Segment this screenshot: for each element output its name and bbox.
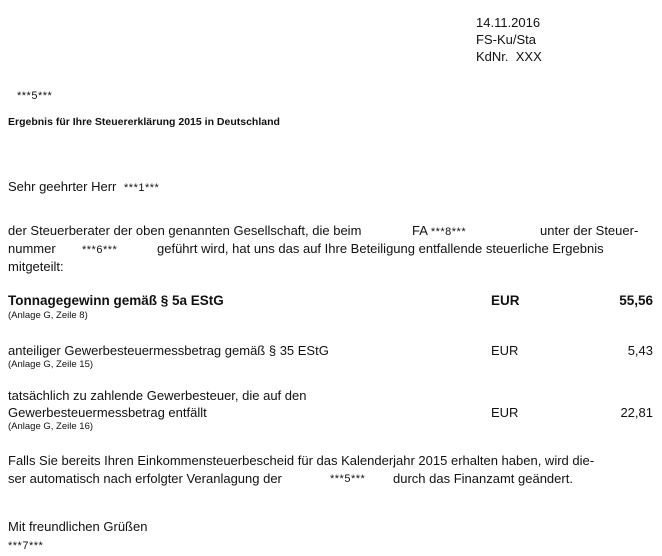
intro-line-1 [8, 222, 361, 239]
intro-text-1a: der Steuerberater der oben genannten Gesellschaft, die beim [8, 223, 362, 238]
item-trade-tax-paid-label-1: tatsächlich zu zahlende Gewerbesteuer, die auf den [8, 388, 307, 403]
closing-text-2b: durch das Finanzamt geändert. [393, 471, 573, 486]
salutation-text: Sehr geehrter Herr [8, 179, 117, 194]
closing-line-1: Falls Sie bereits Ihren Einkommensteuerbescheid für das Kalenderjahr 2015 erhalten haben, wird die- [8, 453, 595, 468]
item-tonnage-amount: 55,56 [619, 293, 653, 308]
item-tonnage-note: (Anlage G, Zeile 8) [8, 310, 88, 321]
intro-fa [412, 222, 466, 241]
customer-number-label: KdNr. [476, 49, 509, 64]
closing-greeting: Mit freundlichen Grüßen [8, 519, 148, 534]
closing-placeholder: ***5*** [330, 473, 366, 485]
intro-text-2a: nummer [8, 241, 56, 256]
tax-number-placeholder: ***6*** [82, 244, 118, 256]
intro-text-1b: unter der Steuer- [540, 223, 639, 238]
fa-label: FA [412, 223, 428, 238]
signature-placeholder: ***7*** [8, 540, 44, 552]
salutation [8, 178, 159, 197]
item-tonnage-label: Tonnagegewinn gemäß § 5a EStG [8, 293, 224, 308]
salutation-name-placeholder: ***1*** [124, 182, 160, 194]
item-tonnage-currency: EUR [491, 293, 520, 308]
item-trade-tax-base-label: anteiliger Gewerbesteuermessbetrag gemäß § 35 EStG [8, 343, 329, 358]
item-trade-tax-paid-label-2: Gewerbesteuermessbetrag entfällt [8, 405, 207, 420]
reference-code: FS-Ku/Sta [476, 32, 536, 47]
intro-text-3: mitgeteilt: [8, 259, 64, 274]
item-trade-tax-paid-currency: EUR [491, 405, 519, 420]
closing-text-2a: ser automatisch nach erfolgter Veranlagung der [8, 471, 282, 486]
letter-date: 14.11.2016 [476, 15, 541, 30]
item-trade-tax-base-note: (Anlage G, Zeile 15) [8, 359, 94, 370]
letter-subject: Ergebnis für Ihre Steuererklärung 2015 in Deutschland [8, 116, 280, 128]
customer-number [476, 48, 542, 65]
recipient-placeholder: ***5*** [17, 90, 53, 102]
intro-text-2b: geführt wird, hat uns das auf Ihre Beteiligung entfallende steuerliche Ergebnis [157, 241, 604, 256]
fa-placeholder: ***8*** [430, 226, 467, 238]
item-trade-tax-base-currency: EUR [491, 343, 519, 358]
item-trade-tax-paid-note: (Anlage G, Zeile 16) [8, 421, 94, 432]
item-trade-tax-paid-amount: 22,81 [620, 405, 653, 420]
customer-number-value: XXX [515, 49, 542, 64]
item-trade-tax-base-amount: 5,43 [627, 343, 653, 358]
